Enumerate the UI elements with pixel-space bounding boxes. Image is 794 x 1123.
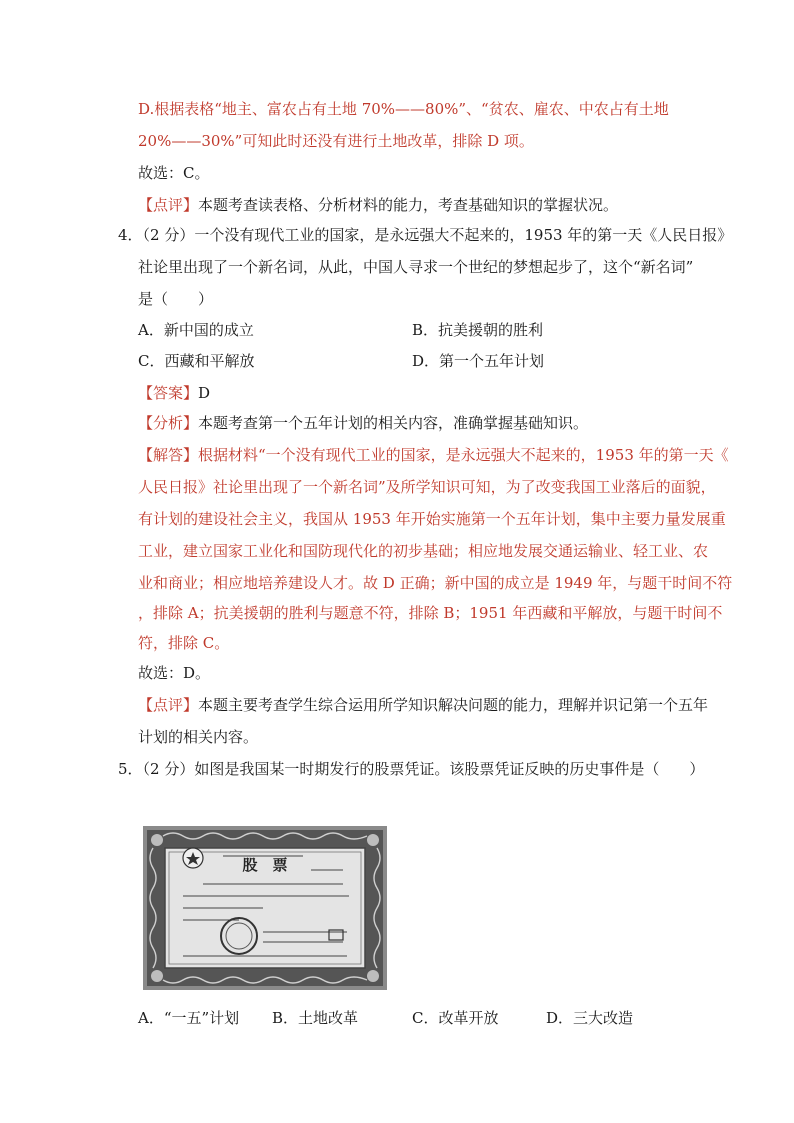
previous-comment [138, 195, 618, 215]
q5-option-a: A．“一五”计划 [138, 1009, 240, 1027]
q4-option-d: D．第一个五年计划 [412, 352, 545, 370]
certificate-title: 股 票 [242, 856, 288, 874]
comment-text: 本题主要考查学生综合运用所学知识解决问题的能力，理解并识记第一个五年 [198, 696, 709, 714]
answer-tag: 【答案】 [138, 384, 199, 402]
stock-certificate-image [143, 826, 387, 990]
answer-value: D [198, 384, 211, 402]
q5-option-c: C．改革开放 [412, 1009, 499, 1027]
q4-solution-line3: 有计划的建设社会主义，我国从 1953 年开始实施第一个五年计划，集中主要力量发展重 [138, 510, 726, 528]
q4-solution-line2: 人民日报》社论里出现了一个新名词”及所学知识可知，为了改变我国工业落后的面貌， [138, 478, 716, 496]
q4-option-c: C．西藏和平解放 [138, 352, 255, 370]
comment-tag: 【点评】 [138, 196, 199, 214]
q4-option-a: A．新中国的成立 [138, 321, 254, 339]
solution-tag: 【解答】 [138, 446, 199, 464]
comment-tag: 【点评】 [138, 696, 199, 714]
q4-choice: 故选：D。 [138, 664, 211, 682]
q4-stem-line3: 是（ ） [138, 290, 214, 308]
q5-option-d: D．三大改造 [546, 1009, 634, 1027]
solution-line-text: 根据材料“一个没有现代工业的国家，是永远强大不起来的，1953 年的第一天《 [198, 446, 729, 464]
q5-stem: 5．（2 分）如图是我国某一时期发行的股票凭证。该股票凭证反映的历史事件是（ ） [118, 760, 705, 778]
q4-solution-line6: ，排除 A；抗美援朝的胜利与题意不符，排除 B；1951 年西藏和平解放，与题干时间不 [138, 604, 723, 622]
q4-solution-line1 [138, 445, 729, 465]
q4-comment-line2: 计划的相关内容。 [138, 728, 259, 746]
q4-comment-line1 [138, 695, 708, 715]
q4-stem-line2: 社论里出现了一个新名词，从此，中国人寻求一个世纪的梦想起步了，这个“新名词” [138, 258, 694, 276]
q4-answer [138, 383, 210, 403]
q4-option-b: B．抗美援朝的胜利 [412, 321, 544, 339]
analysis-tag: 【分析】 [138, 414, 199, 432]
q5-option-b: B．土地改革 [272, 1009, 359, 1027]
analysis-option-d-line1: D.根据表格“地主、富农占有土地 70%——80%”、“贫农、雇农、中农占有土地 [138, 100, 669, 118]
q4-solution-line7: 符，排除 C。 [138, 634, 230, 652]
q4-stem-line1: 4．（2 分）一个没有现代工业的国家，是永远强大不起来的，1953 年的第一天《人民日报》 [118, 226, 733, 244]
q4-solution-line4: 工业，建立国家工业化和国防现代化的初步基础；相应地发展交通运输业、轻工业、农 [138, 542, 709, 560]
q4-solution-line5: 业和商业；相应地培养建设人才。故 D 正确；新中国的成立是 1949 年，与题干时间不符 [138, 574, 733, 592]
analysis-option-d-line2: 20%——30%”可知此时还没有进行土地改革，排除 D 项。 [138, 132, 534, 150]
comment-text: 本题考查读表格、分析材料的能力，考查基础知识的掌握状况。 [198, 196, 619, 214]
q4-analysis [138, 413, 588, 433]
analysis-text: 本题考查第一个五年计划的相关内容，准确掌握基础知识。 [198, 414, 589, 432]
previous-choice: 故选：C。 [138, 164, 210, 182]
